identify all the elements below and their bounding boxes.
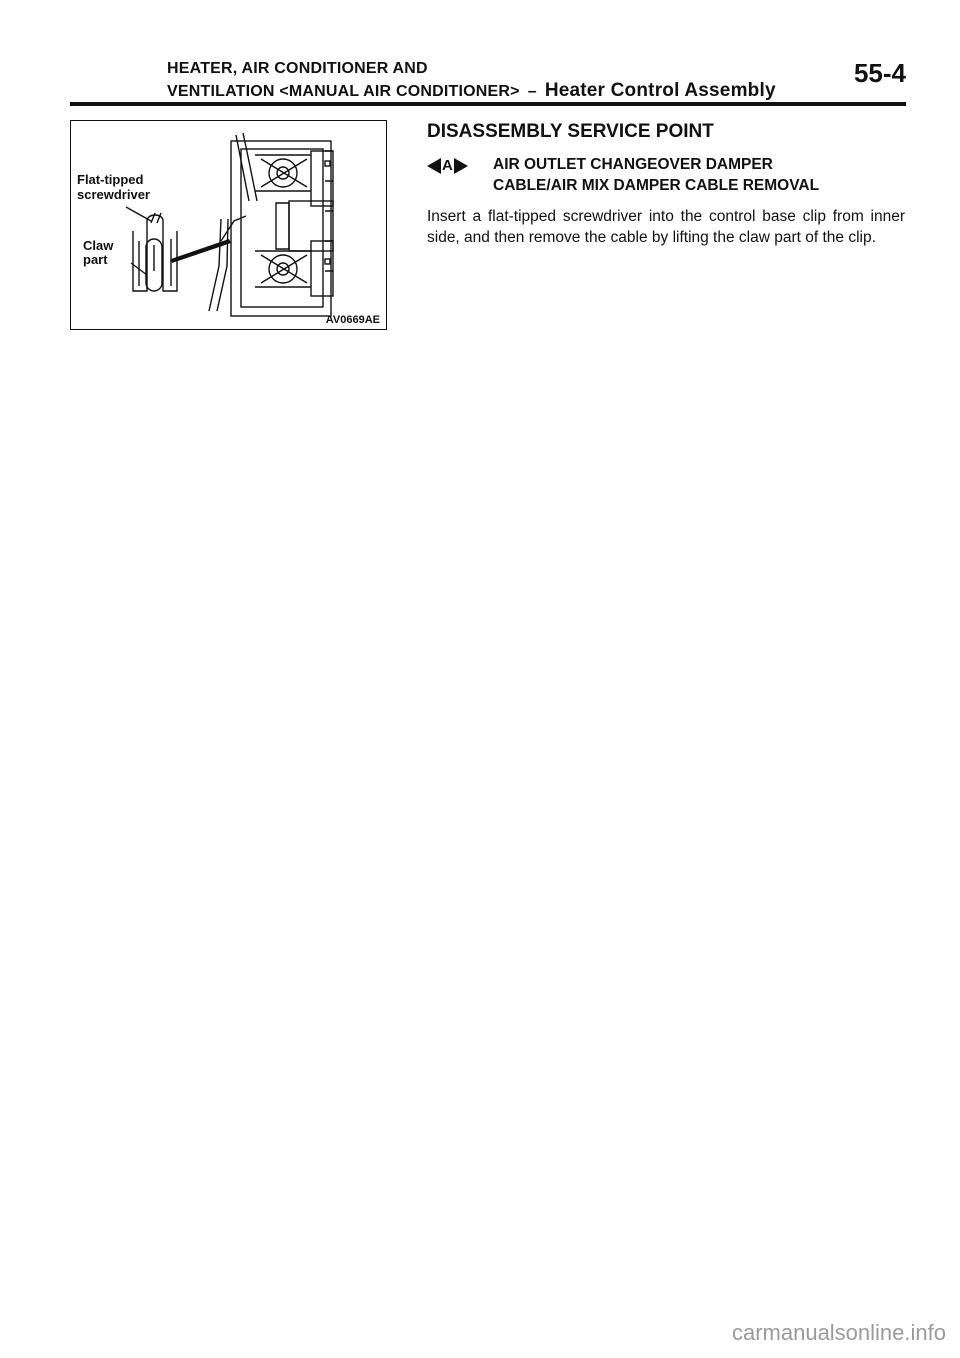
heater-control-illustration xyxy=(71,121,388,331)
page-header xyxy=(70,60,906,106)
section-heading: DISASSEMBLY SERVICE POINT xyxy=(427,121,714,142)
label-claw: Claw xyxy=(83,238,114,253)
triangle-left-icon xyxy=(427,158,441,174)
page-number: 55-4 xyxy=(853,58,906,88)
header-chapter-subtitle: VENTILATION <MANUAL AIR CONDITIONER> xyxy=(167,83,520,100)
label-screwdriver: screwdriver xyxy=(77,187,150,202)
illustration-figure xyxy=(70,120,387,330)
header-subtitle xyxy=(167,80,776,102)
subheading-line-2: CABLE/AIR MIX DAMPER CABLE REMOVAL xyxy=(493,177,820,194)
triangle-right-icon xyxy=(454,158,468,174)
header-divider xyxy=(70,102,906,106)
service-point-marker xyxy=(427,155,468,176)
main-content xyxy=(427,120,907,264)
header-section-title: Heater Control Assembly xyxy=(544,80,776,101)
header-chapter-title: HEATER, AIR CONDITIONER AND xyxy=(167,60,428,77)
watermark-link[interactable]: carmanualsonline.info xyxy=(731,1320,946,1345)
marker-letter: A xyxy=(442,157,453,174)
label-flat-tipped: Flat-tipped xyxy=(77,172,144,187)
subheading-line-1: AIR OUTLET CHANGEOVER DAMPER xyxy=(493,156,773,173)
procedure-text: Insert a flat-tipped screwdriver into the control base clip from inner side, and then remove the cable by lifting the claw part of the clip. xyxy=(427,208,905,246)
header-separator: – xyxy=(527,83,537,100)
label-part: part xyxy=(83,252,108,267)
figure-code: AV0669AE xyxy=(325,314,380,326)
procedure-subheading xyxy=(427,154,907,196)
